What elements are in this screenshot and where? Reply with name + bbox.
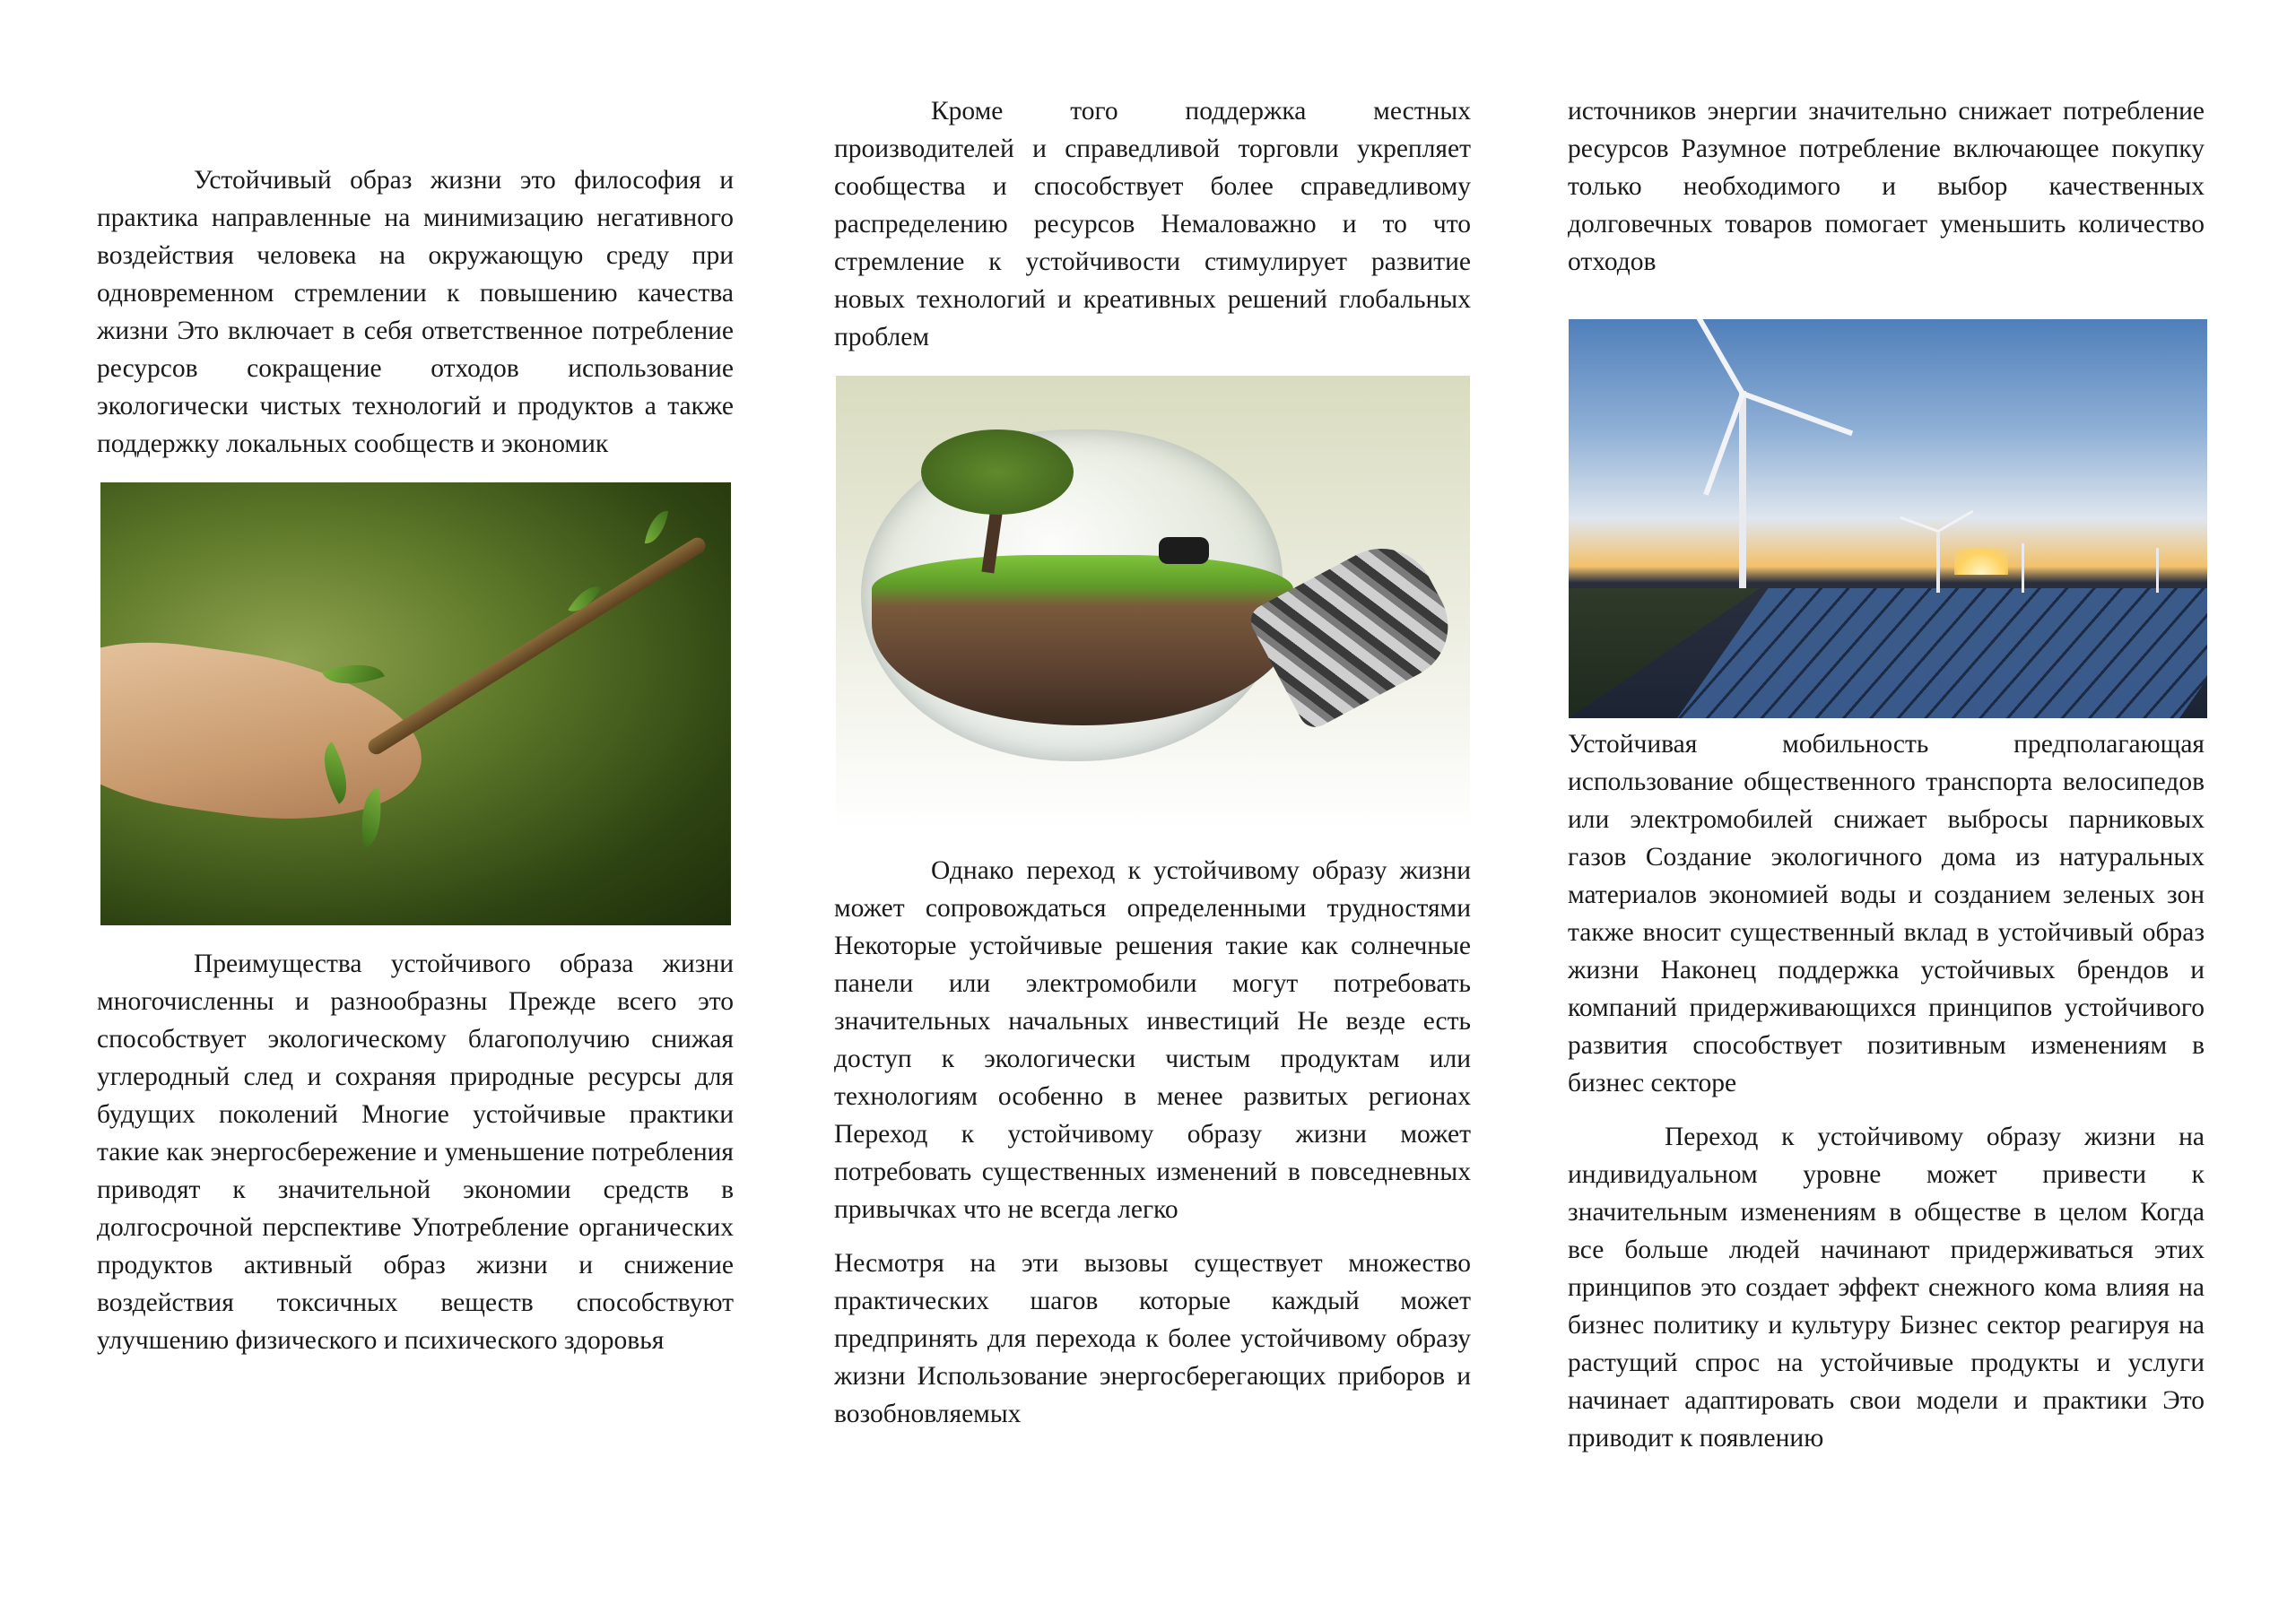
paragraph-difficulties: Однако переход к устойчивому образу жизни может сопровождаться определенными трудностями Некоторые устойчивые решения такие как солнечные панели или электромобили могут потребовать значительных начальных инвестиций Не везде есть доступ к экологически чистым продуктам или технологиям особенно в менее развитых регионах Переход к устойчивому образу жизни может потребовать существенных изменений в повседневных привычках что не всегда легко — [834, 856, 1471, 1224]
paragraph-energy-sources: источников энергии значительно снижает потребление ресурсов Разумное потребление включающее покупку только необходимого и выбор качественных долговечных товаров помогает уменьшить количество отходов — [1568, 97, 2205, 276]
paragraph-mobility: Устойчивая мобильность предполагающая использование общественного транспорта велосипедов или электромобилей снижает выбросы парниковых газов Создание экологичного дома из натуральных материалов экономией воды и созданием зеленых зон также вносит существенный вклад в устойчивый образ жизни Наконец поддержка устойчивых брендов и компаний придерживающихся принципов устойчивого развития способствует позитивным изменениям в бизнес секторе — [1568, 730, 2205, 1097]
turbine-blade — [1742, 391, 1853, 436]
turbine-mast — [1739, 391, 1746, 588]
turbine-mast — [2022, 543, 2024, 593]
cow-shape — [1159, 537, 1209, 564]
tree-crown — [921, 429, 1074, 515]
lightbulb-ecosystem-photo — [836, 376, 1470, 830]
turbine-blade — [1900, 516, 1938, 533]
turbine-blade — [1682, 319, 1744, 395]
column-3 — [1568, 92, 2205, 1457]
leaf-shape — [645, 508, 669, 547]
solar-panels — [1674, 588, 2207, 718]
paragraph-local-support: Кроме того поддержка местных производителей и справедливой торговли укрепляет сообщества и способствует более справедливому распределению ресурсов Немаловажно и то что стремление к устойчивости стимулирует развитие новых технологий и креативных решений глобальных проблем — [834, 97, 1471, 351]
sunset-glow — [1954, 548, 2008, 575]
turbine-mast — [2156, 548, 2159, 593]
paragraph-practical-steps: Несмотря на эти вызовы существует множество практических шагов которые каждый может предпринять для перехода к более устойчивому образу жизни Использование энергосберегающих приборов и возобновляемых — [834, 1249, 1471, 1428]
turbine-mast — [1936, 530, 1940, 593]
branch-shape — [365, 534, 709, 757]
paragraph-intro: Устойчивый образ жизни это философия и практика направленные на минимизацию негативного воздействия человека на окружающую среду при одновременном стремлении к повышению качества жизни Это включает в себя ответственное потребление ресурсов сокращение отходов использование экологически чистых технологий и продуктов а также поддержку локальных сообществ и экономик — [97, 166, 734, 458]
hand-branch-photo — [100, 482, 731, 925]
wind-solar-farm-photo — [1569, 319, 2207, 718]
column-1 — [97, 161, 734, 1359]
paragraph-benefits: Преимущества устойчивого образа жизни многочисленны и разнообразны Прежде всего это способствует экологическому благополучию снижая углеродный след и сохраняя природные ресурсы для будущих поколений Многие устойчивые практики такие как энергосбережение и уменьшение потребления приводят к значительной экономии средств в долгосрочной перспективе Употребление органических продуктов активный образ жизни и снижение воздействия токсичных веществ способствуют улучшению физического и психического здоровья — [97, 950, 734, 1355]
column-2 — [834, 92, 1471, 1433]
paragraph-society-change: Переход к устойчивому образу жизни на индивидуальном уровне может привести к значительным изменениям в обществе в целом Когда все больше людей начинают придерживаться этих принципов это создает эффект снежного кома влияя на бизнес политику и культуру Бизнес сектор реагируя на растущий спрос на устойчивые продукты и услуги начинает адаптировать свои модели и практики Это приводит к появлению — [1568, 1123, 2205, 1453]
turbine-blade — [1937, 510, 1973, 533]
